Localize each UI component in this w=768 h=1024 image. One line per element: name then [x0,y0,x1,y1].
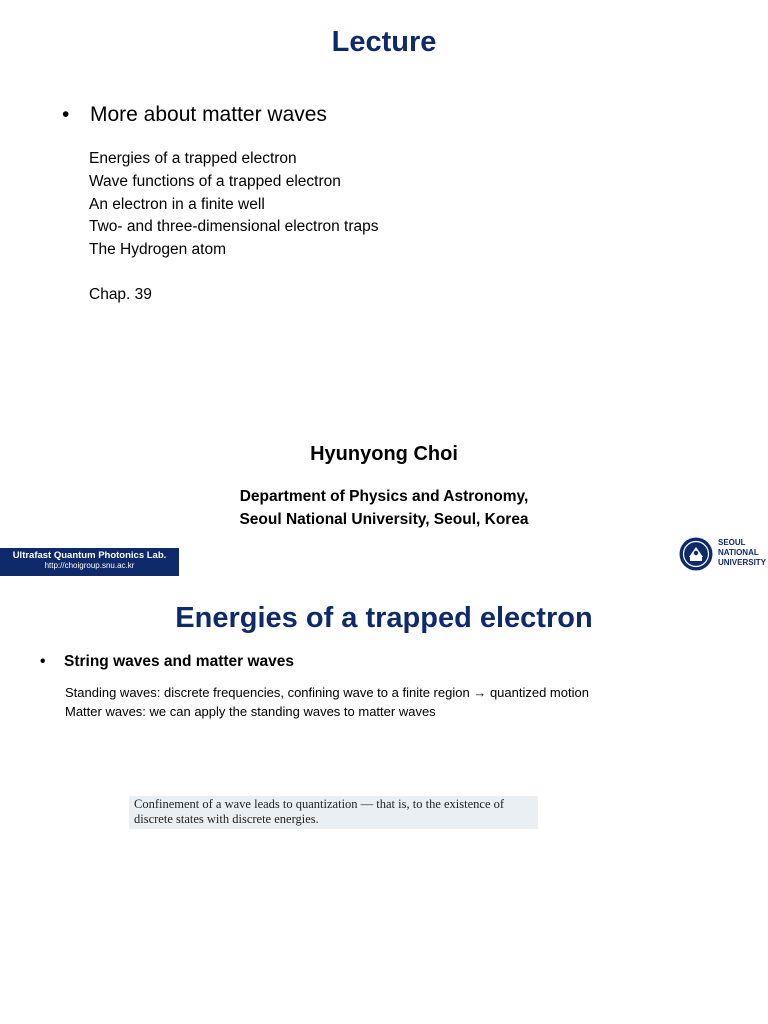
body-line-1: Standing waves: discrete frequencies, confining wave to a finite region → quantized motion [65,685,589,700]
list-item: An electron in a finite well [89,195,265,213]
body-line-2: Matter waves: we can apply the standing waves to matter waves [65,704,436,719]
bullet-icon: • [62,103,70,126]
department-line-1: Department of Physics and Astronomy, [239,488,529,505]
university-logo-text: SEOUL NATIONAL UNIVERSITY [718,538,767,567]
slide-1-title: Lecture [331,26,437,58]
lab-name: Ultrafast Quantum Photonics Lab. [12,550,167,561]
right-arrow-icon: → [473,685,487,700]
university-logo [678,536,768,572]
topic-list [89,148,378,262]
slide-2 [0,577,768,1024]
slide-2-bullet [40,653,294,671]
department [0,485,768,531]
list-item: Two- and three-dimensional electron traps [89,218,379,236]
list-item: Energies of a trapped electron [89,150,297,167]
university-seal-icon [678,536,714,572]
slide-1-bullet-text: More about matter waves [90,103,327,126]
quote-line-2: discrete states with discrete energies. [134,812,319,826]
textbook-quote [129,796,538,829]
list-item: The Hydrogen atom [89,241,226,259]
bullet-icon: • [40,653,46,670]
chapter-reference: Chap. 39 [89,286,152,303]
slide-2-body [65,683,589,721]
slide-1-bullet [62,103,327,127]
quote-line-1: Confinement of a wave leads to quantization — that is, to the existence of [134,797,505,811]
lab-banner [0,548,179,576]
author-name: Hyunyong Choi [310,443,458,465]
department-line-2: Seoul National University, Seoul, Korea [239,511,529,528]
slide-2-title: Energies of a trapped electron [175,602,593,634]
slide-2-bullet-text: String waves and matter waves [64,653,295,670]
lab-url[interactable]: http://choigroup.snu.ac.kr [44,561,135,570]
list-item: Wave functions of a trapped electron [89,172,341,190]
